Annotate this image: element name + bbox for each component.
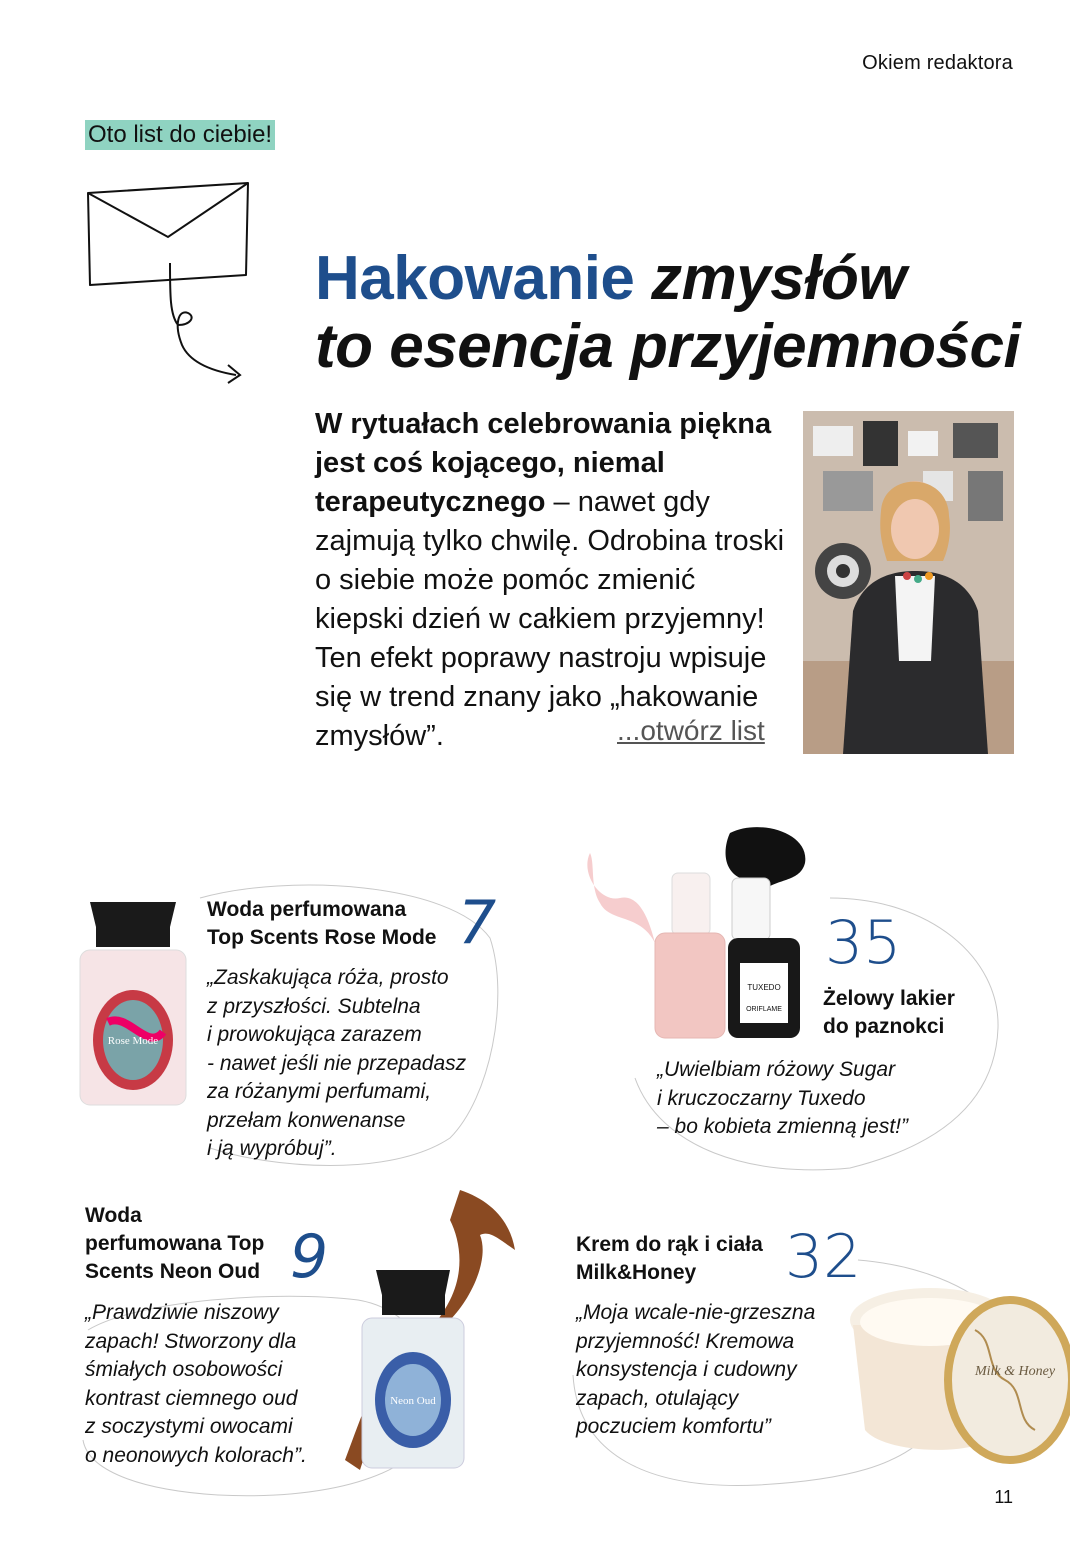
envelope-icon — [78, 175, 253, 390]
product-quote — [657, 1056, 908, 1142]
product-number: 35 — [825, 908, 902, 978]
quote-line: z przyszłości. Subtelna — [207, 994, 421, 1018]
quote-line: z soczystymi owocami — [85, 1415, 293, 1438]
product-name-line: Milk&Honey — [576, 1261, 697, 1284]
product-name — [823, 985, 955, 1041]
quote-line: przyjemność! Kremowa — [576, 1329, 795, 1353]
quote-line: - nawet jeśli nie przepadasz — [207, 1051, 467, 1075]
product-name — [85, 1202, 264, 1286]
read-more-link[interactable]: ...otwórz list — [617, 715, 765, 746]
quote-line: „Zaskakująca róża, prosto — [207, 966, 449, 989]
product-name-line: Woda perfumowana — [207, 898, 407, 921]
quote-line: śmiałych osobowości — [85, 1358, 283, 1381]
product-quote — [576, 1299, 815, 1442]
quote-line: poczuciem komfortu” — [576, 1415, 771, 1438]
quote-line: „Uwielbiam różowy Sugar — [657, 1058, 896, 1081]
product-name-line: Woda — [85, 1204, 142, 1227]
rose-mode-bottle-label: Rose Mode — [107, 1035, 159, 1047]
product-name-line: perfumowana Top — [85, 1232, 265, 1255]
quote-line: i prowokująca zarazem — [207, 1023, 422, 1046]
editor-photo — [803, 411, 1014, 754]
quote-line: konsystencja i cudowny — [576, 1358, 797, 1381]
tagline: Oto list do ciebie! — [85, 120, 275, 150]
oriflame-label: ORIFLAME — [746, 1006, 782, 1013]
quote-line: „Moja wcale-nie-grzeszna — [576, 1301, 816, 1324]
product-quote — [207, 964, 466, 1164]
rose-mode-bottle — [78, 902, 188, 1107]
title-part-3: to esencja przyjemności — [315, 312, 1021, 381]
page-number: 11 — [994, 1487, 1013, 1507]
page-title — [315, 245, 1035, 381]
lead-rest: – nawet gdy zajmują tylko chwilę. Odrobina troski o siebie może pomóc zmienić kiepski dzień w całkiem przyjemny! Ten efekt poprawy nastroju wpisuje się w trend znany jako „hakowanie zmysłów”. — [315, 486, 785, 752]
quote-line: zapach! Stworzony dla — [85, 1329, 297, 1353]
title-part-2: zmysłów — [651, 244, 907, 313]
product-name — [576, 1231, 763, 1287]
product-number: 32 — [785, 1222, 862, 1292]
quote-line: – bo kobieta zmienną jest!” — [657, 1115, 908, 1138]
quote-line: i ją wypróbuj”. — [207, 1137, 337, 1160]
product-number: 9 — [290, 1222, 329, 1292]
lead-paragraph — [315, 405, 785, 756]
product-name-line: do paznokci — [823, 1015, 945, 1038]
lead-bold: W rytuałach celebrowania piękna jest coś kojącego, niemal terapeutycznego — [315, 408, 772, 518]
quote-line: za różanymi perfumami, — [207, 1080, 432, 1103]
product-name-line: Krem do rąk i ciała — [576, 1233, 763, 1256]
neon-oud-bottle — [340, 1190, 525, 1480]
product-name-line: Żelowy lakier — [823, 987, 955, 1010]
product-quote — [85, 1299, 307, 1470]
tuxedo-label: TUXEDO — [747, 983, 781, 992]
jar-label: Milk & Honey — [974, 1364, 1056, 1379]
product-number: 7 — [458, 888, 497, 958]
product-name — [207, 896, 436, 952]
title-part-1: Hakowanie — [315, 244, 635, 313]
nail-polish-bottles — [580, 823, 825, 1045]
neon-oud-bottle-label: Neon Oud — [390, 1395, 436, 1407]
section-label: Okiem redaktora — [862, 52, 1013, 74]
quote-line: i kruczoczarny Tuxedo — [657, 1086, 866, 1110]
quote-line: kontrast ciemnego oud — [85, 1386, 298, 1410]
quote-line: „Prawdziwie niszowy — [85, 1301, 279, 1324]
milk-honey-jar — [845, 1280, 1070, 1465]
quote-line: o neonowych kolorach”. — [85, 1443, 307, 1467]
product-name-line: Top Scents Rose Mode — [207, 926, 437, 949]
quote-line: przełam konwenanse — [207, 1108, 406, 1132]
product-name-line: Scents Neon Oud — [85, 1260, 261, 1283]
quote-line: zapach, otulający — [576, 1386, 739, 1410]
